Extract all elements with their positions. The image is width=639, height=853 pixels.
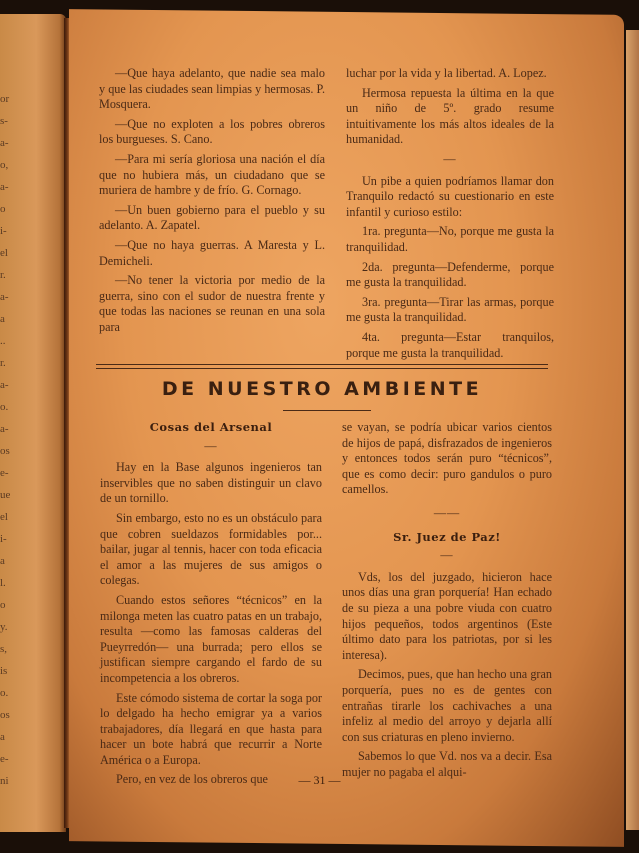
left-page-fragment: o, bbox=[0, 159, 9, 171]
left-page-fragment: s- bbox=[0, 115, 8, 127]
left-page-fragment: i- bbox=[0, 225, 7, 237]
left-page-fragment: a- bbox=[0, 379, 9, 391]
arsenal-para-2: Sin embargo, esto no es un obstáculo para que cobren sueldazos formidables por... bailar, jugar al tennis, hacer con toda eficacia el amor a las mujeres de sus amigos o colegas. bbox=[100, 510, 322, 588]
divider: — bbox=[443, 151, 457, 166]
left-page-fragment: a bbox=[0, 555, 5, 567]
left-page-fragment: .. bbox=[0, 335, 6, 347]
divider: —— bbox=[433, 505, 461, 520]
left-page-fragment: o bbox=[0, 203, 6, 215]
left-page-fragment: a- bbox=[0, 423, 9, 435]
left-page-fragment: os bbox=[0, 445, 10, 457]
next-page-edge bbox=[626, 30, 639, 830]
juez-para-1: Vds, los del juzgado, hicieron hace unos días una gran porquería! Han echado de su pieza a una pobre viuda con cuatro hijos pequeños, todos argentinos (Este último dato para los patriotas, por si les interesa). bbox=[342, 569, 552, 662]
left-page-fragment: a- bbox=[0, 181, 9, 193]
quote-3: —Para mi sería gloriosa una nación el día que no hubiera más, un ciudadano que se muriera de hambre y de frío. G. Cornago. bbox=[99, 151, 325, 198]
left-page-fragment: ue bbox=[0, 489, 11, 501]
quote-6: —No tener la victoria por medio de la guerra, sino con el sudor de nuestra frente y que todas las naciones se reunan en una sola para bbox=[99, 273, 325, 334]
top-right-column bbox=[346, 66, 554, 365]
juez-para-3: Sabemos lo que Vd. nos va a decir. Esa mujer no pagaba el alqui- bbox=[342, 749, 552, 779]
answer-1: 1ra. pregunta—No, porque me gusta la tranquilidad. bbox=[346, 224, 554, 254]
arsenal-para-5: Pero, en vez de los obreros que bbox=[116, 772, 268, 787]
page-number: — 31 — bbox=[298, 773, 341, 787]
left-page-fragment: r. bbox=[0, 269, 6, 281]
left-page-fragment: os bbox=[0, 709, 10, 721]
juez-column bbox=[342, 420, 552, 784]
continuation-text: luchar por la vida y la libertad. A. Lopez. bbox=[346, 66, 547, 80]
top-left-column bbox=[99, 66, 325, 340]
arsenal-heading: Cosas del Arsenal bbox=[149, 420, 273, 434]
quote-4: —Un buen gobierno para el pueblo y su adelanto. A. Zapatel. bbox=[99, 202, 325, 233]
quote-2: —Que no exploten a los pobres obreros los burgueses. S. Cano. bbox=[99, 116, 325, 147]
answer-3: 3ra. pregunta—Tirar las armas, porque me gusta la tranquilidad. bbox=[346, 294, 554, 325]
tranquilo-intro: Un pibe a quien podríamos llamar don Tranquilo redactó su cuestionario en este infantil y curioso estilo: bbox=[346, 173, 554, 219]
previous-page-edge bbox=[0, 14, 66, 832]
divider: — bbox=[440, 548, 454, 563]
left-page-fragment: l. bbox=[0, 577, 6, 589]
left-page-fragment: o. bbox=[0, 401, 9, 413]
answer-2: 2da. pregunta—Defenderme, porque me gusta la tranquilidad. bbox=[346, 259, 554, 290]
left-page-fragment: a- bbox=[0, 137, 9, 149]
juez-para-2: Decimos, pues, que han hecho una gran porquería, pues no es de gentes con entrañas tirarle los cachivaches a una infeliz al medio del arroyo y dejarla allí con sus criaturas en pleno invierno. bbox=[342, 667, 552, 744]
left-page-fragment: a bbox=[0, 731, 5, 743]
divider: — bbox=[204, 438, 218, 453]
left-page-fragment: el bbox=[0, 511, 8, 523]
juez-heading: Sr. Juez de Paz! bbox=[393, 529, 501, 544]
left-page-fragment: o bbox=[0, 599, 6, 611]
section-rule-top bbox=[96, 364, 548, 365]
left-page-fragment: e- bbox=[0, 467, 9, 479]
left-page-fragment: o. bbox=[0, 687, 9, 699]
left-page-fragment: ni bbox=[0, 775, 9, 787]
arsenal-column bbox=[100, 412, 322, 792]
editor-comment: Hermosa repuesta la última en la que un niño de 5º. grado resume intuitivamente los más altos ideales de la humanidad. bbox=[346, 85, 554, 147]
left-page-fragment: is bbox=[0, 665, 8, 677]
left-page-fragment: r. bbox=[0, 357, 6, 369]
left-page-fragment: el bbox=[0, 247, 8, 259]
left-page-fragment: i- bbox=[0, 533, 7, 545]
quote-1: —Que haya adelanto, que nadie sea malo y que las ciudades sean limpias y hermosas. P. Mosquera. bbox=[99, 66, 325, 112]
section-rule-bottom bbox=[96, 368, 548, 369]
answer-4: 4ta. pregunta—Estar tranquilos, porque me gusta la tranquilidad. bbox=[346, 329, 554, 360]
left-page-fragment: e- bbox=[0, 753, 9, 765]
left-page-fragment: s, bbox=[0, 643, 8, 655]
left-page-fragment: y. bbox=[0, 621, 8, 633]
title-underline bbox=[283, 410, 371, 411]
arsenal-continuation: se vayan, se podría ubicar varios cientos de hijos de papá, disfrazados de ingenieros y entonces todos serán puro “técnicos”, que es como decir: puro gandulos o puro camellos. bbox=[342, 420, 552, 497]
section-title: DE NUESTRO AMBIENTE bbox=[161, 378, 483, 400]
left-page-fragment: a- bbox=[0, 291, 9, 303]
arsenal-para-3: Cuando estos señores “técnicos” en la milonga meten las cuatro patas en un trabajo, resulta —como las famosas calderas del Pueyrredón— una burrada; pero ellos se justifican siempre cargando el fardo de su incompetencia a los obreros. bbox=[100, 592, 322, 685]
arsenal-para-1: Hay en la Base algunos ingenieros tan inservibles que no saben distinguir un clavo de un tornillo. bbox=[100, 460, 322, 506]
left-page-fragment: or bbox=[0, 93, 10, 105]
arsenal-para-4: Este cómodo sistema de cortar la soga por lo delgado ha hecho emigrar ya a varios trabajadores, día llegará en que hasta para hacer un bote habrá que recurrir a Norte América o a Europa. bbox=[100, 690, 322, 767]
quote-5: —Que no haya guerras. A Maresta y L. Demicheli. bbox=[99, 237, 325, 268]
left-page-fragment: a bbox=[0, 313, 5, 325]
